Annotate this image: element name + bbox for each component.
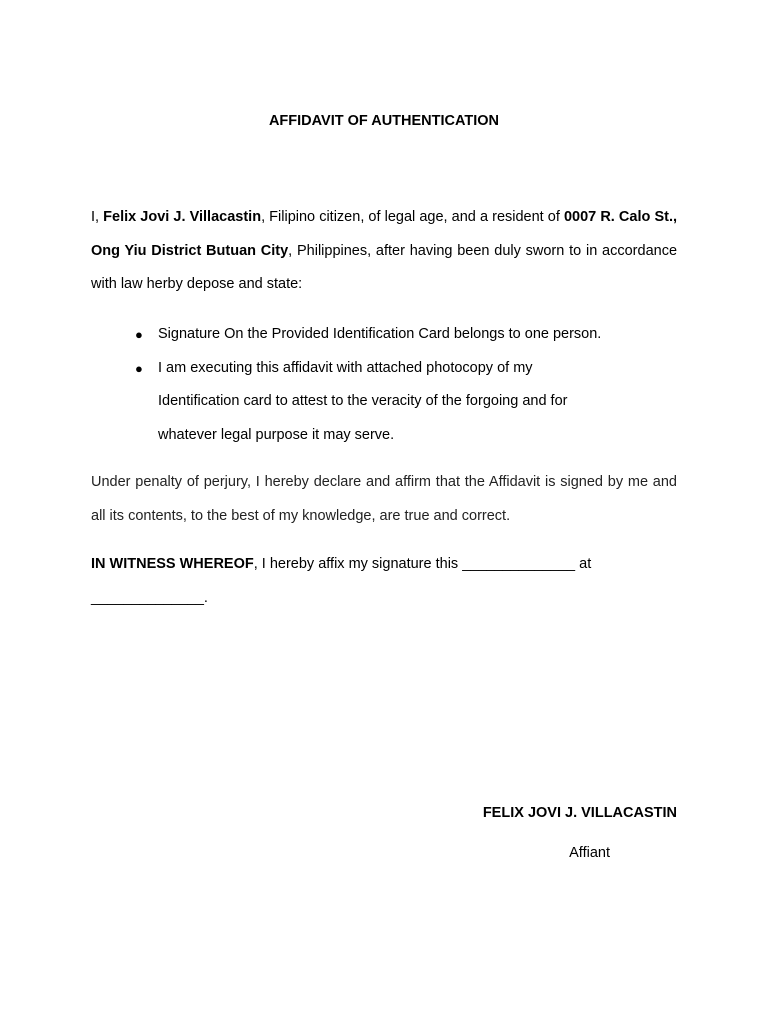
bullet-icon: ● — [135, 327, 143, 342]
document-title: AFFIDAVIT OF AUTHENTICATION — [268, 113, 500, 129]
intro-middle: , Filipino citizen, of legal age, and a resident of — [261, 209, 564, 225]
witness-clause — [91, 548, 677, 615]
witness-lead: IN WITNESS WHEREOF — [91, 556, 254, 572]
signatory-name: FELIX JOVI J. VILLACASTIN — [482, 805, 677, 821]
affiant-name: Felix Jovi J. Villacastin — [103, 209, 262, 225]
statement-text: Signature On the Provided Identification Card belongs to one person. — [158, 326, 602, 342]
affiant-address: 0007 R. Calo St., Ong Yiu District Butuan City — [91, 209, 678, 259]
list-item — [91, 352, 677, 453]
list-item — [91, 318, 677, 352]
perjury-statement: Under penalty of perjury, I hereby declare and affirm that the Affidavit is signed by me and all its contents, to the best of my knowledge, are true and correct. — [91, 474, 677, 524]
intro-paragraph — [91, 201, 677, 302]
witness-text: , I hereby affix my signature this ______________ at ______________. — [91, 556, 592, 606]
statement-list — [91, 318, 677, 452]
bullet-icon: ● — [135, 360, 143, 376]
intro-prefix: I, — [91, 209, 104, 225]
signatory-role: Affiant — [569, 845, 610, 861]
intro-suffix: , Philippines, after having been duly sworn to in accordance with law herby depose and state: — [91, 242, 678, 292]
statement-text: I am executing this affidavit with attached photocopy of my Identification card to attest to the veracity of the forgoing and for whatever legal purpose it may serve. — [158, 359, 568, 443]
